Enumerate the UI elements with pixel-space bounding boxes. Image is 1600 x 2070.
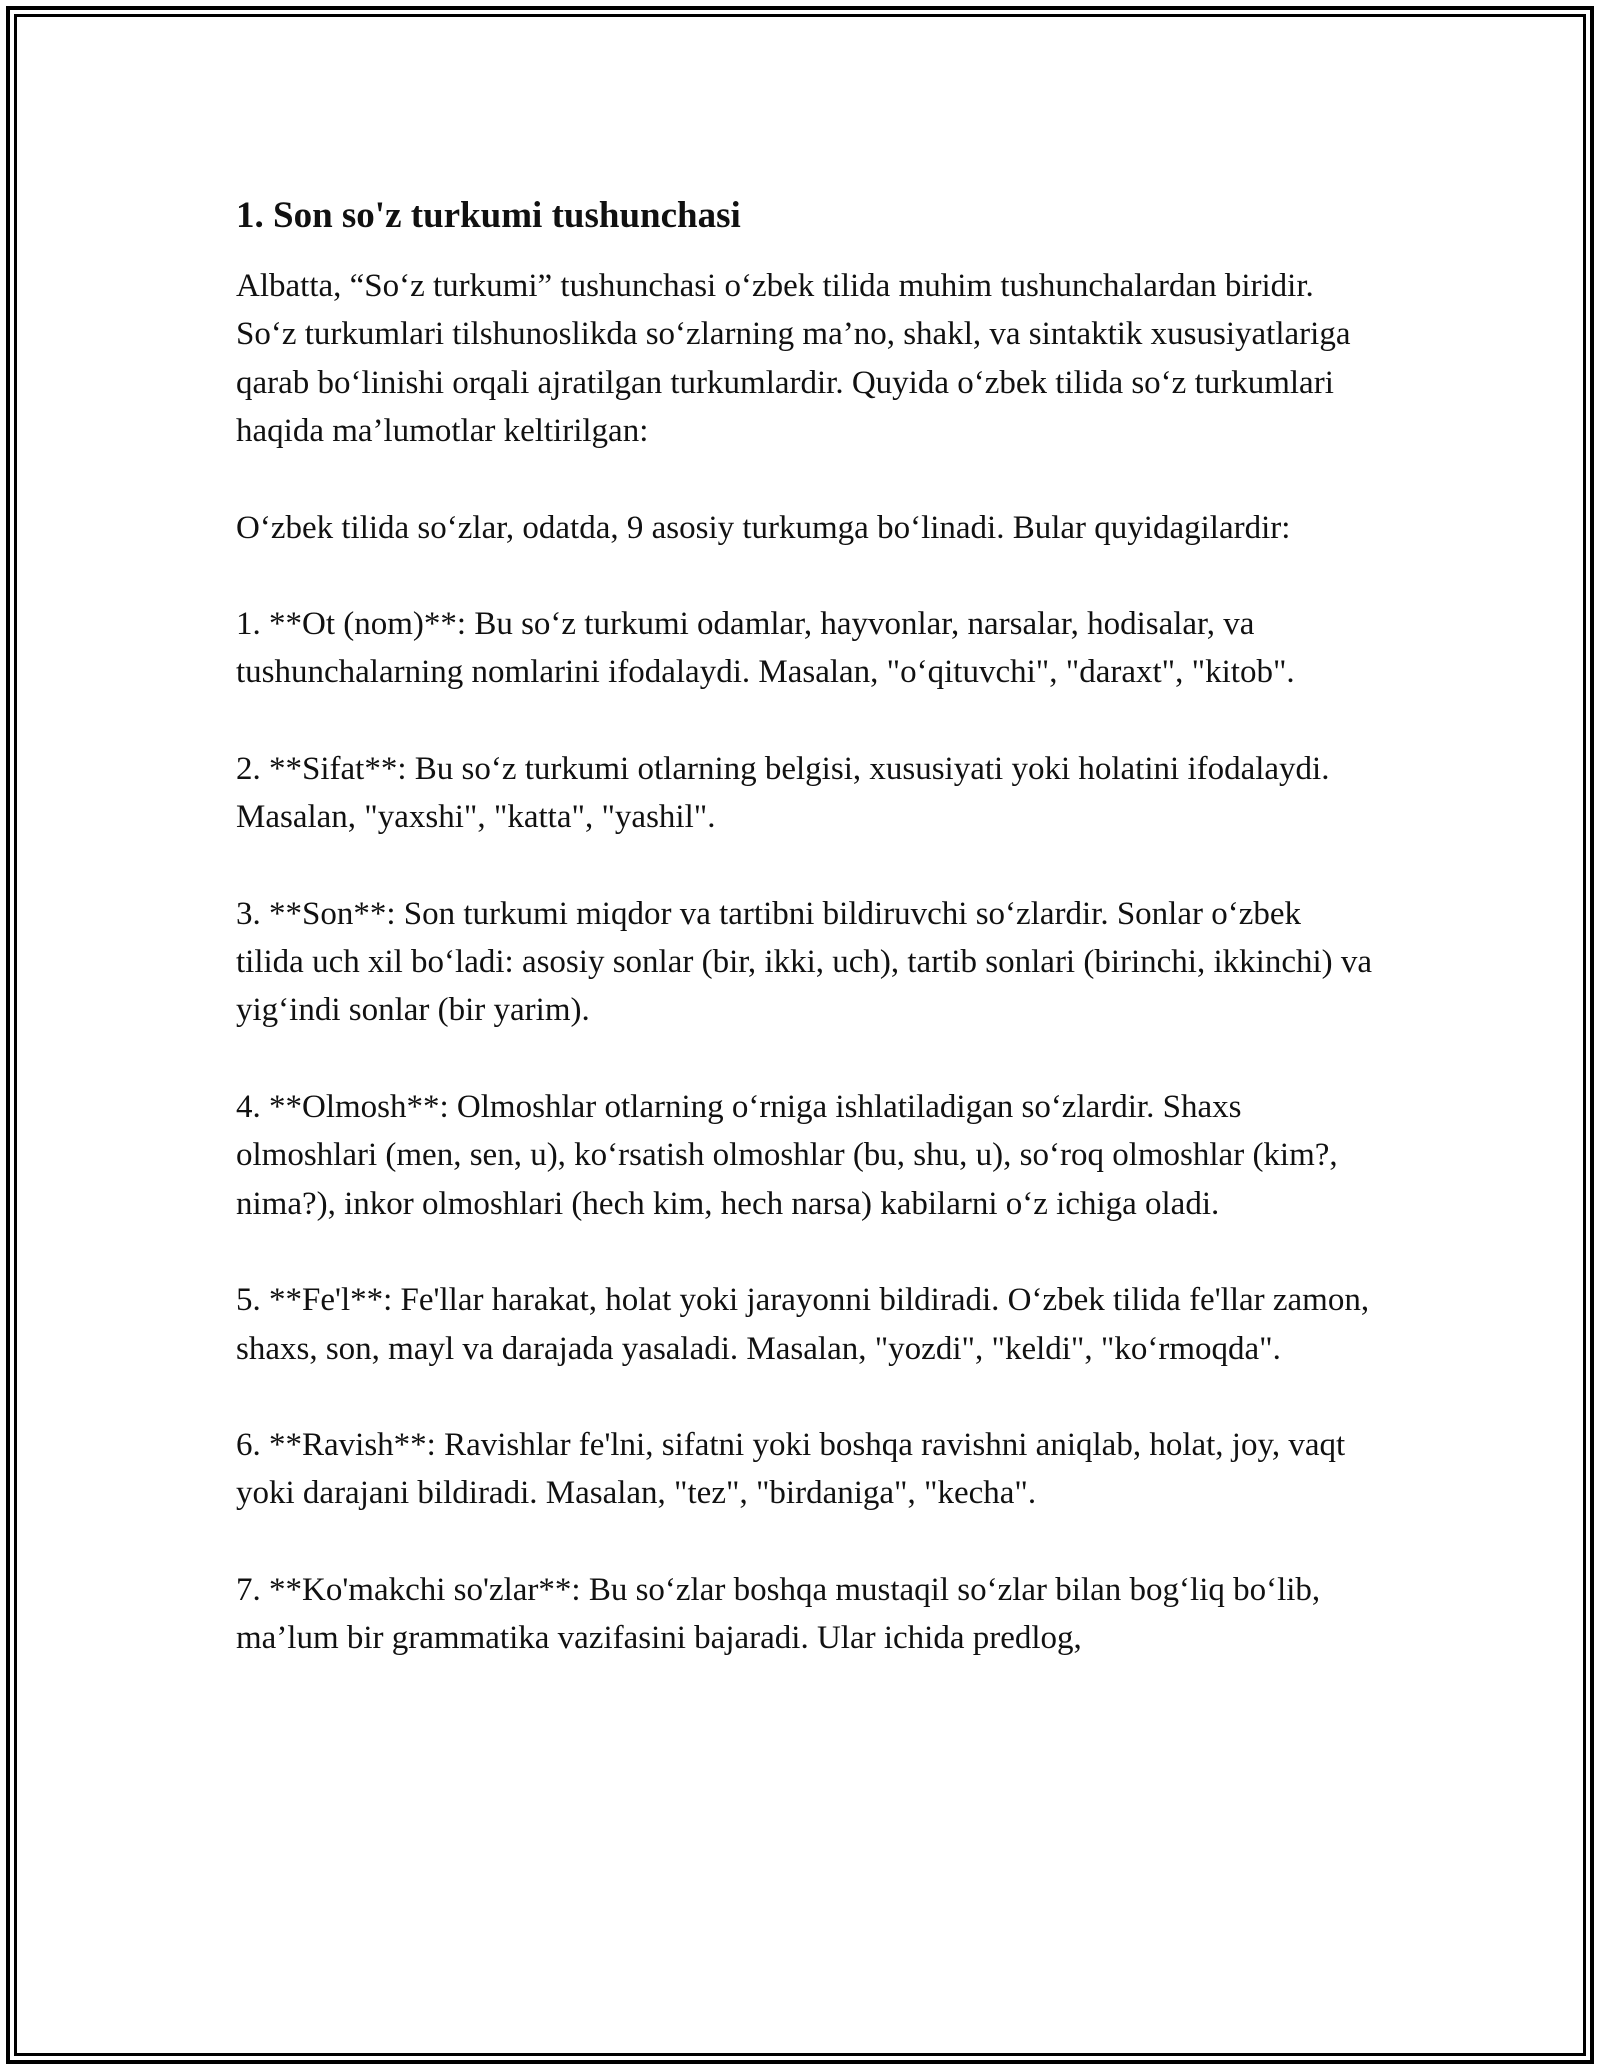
section-title: 1. Son so'z turkumi tushunchasi: [236, 195, 741, 236]
list-item-olmosh: 4. **Olmosh**: Olmoshlar otlarning o‘rniga ishlatiladigan so‘zlardir. Shaxs olmoshlari (men, sen, u), ko‘rsatish olmoshlar (bu, shu, u), so‘roq olmoshlar (kim?, nima?), inkor olmoshlari (hech kim, hech narsa) kabilarni o‘z ichiga oladi.: [236, 1088, 1338, 1222]
categories-intro-paragraph: O‘zbek tilida so‘zlar, odatda, 9 asosiy turkumga bo‘linadi. Bular quyidagilardir:: [236, 509, 1291, 546]
list-item-komakchi: 7. **Ko'makchi so'zlar**: Bu so‘zlar boshqa mustaqil so‘zlar bilan bog‘liq bo‘lib, ma’lum bir grammatika vazifasini bajaradi. Ular ichida predlog,: [236, 1571, 1321, 1657]
list-item-son: 3. **Son**: Son turkumi miqdor va tartibni bildiruvchi so‘zlardir. Sonlar o‘zbek tilida uch xil bo‘ladi: asosiy sonlar (bir, ikki, uch), tartib sonlari (birinchi, ikkinchi) va yig‘indi sonlar (bir yarim).: [236, 895, 1373, 1029]
intro-paragraph: Albatta, “So‘z turkumi” tushunchasi o‘zbek tilida muhim tushunchalardan biridir. So‘z turkumlari tilshunoslikda so‘zlarning ma’no, shakl, va sintaktik xususiyatlariga qarab bo‘linishi orqali ajratilgan turkumlardir. Quyida o‘zbek tilida so‘z turkumlari haqida ma’lumotlar keltirilgan:: [236, 268, 1351, 450]
document-body: [236, 188, 1376, 1663]
list-item-ravish: 6. **Ravish**: Ravishlar fe'lni, sifatni yoki boshqa ravishni aniqlab, holat, joy, vaqt yoki darajani bildiradi. Masalan, "tez", "birdaniga", "kecha".: [236, 1426, 1346, 1512]
list-item-fel: 5. **Fe'l**: Fe'llar harakat, holat yoki jarayonni bildiradi. O‘zbek tilida fe'llar zamon, shaxs, son, mayl va darajada yasaladi. Masalan, "yozdi", "keldi", "ko‘rmoqda".: [236, 1282, 1370, 1367]
list-item-sifat: 2. **Sifat**: Bu so‘z turkumi otlarning belgisi, xususiyati yoki holatini ifodalaydi. Masalan, "yaxshi", "katta", "yashil".: [236, 750, 1330, 836]
list-item-ot: 1. **Ot (nom)**: Bu so‘z turkumi odamlar, hayvonlar, narsalar, hodisalar, va tushunchalarning nomlarini ifodalaydi. Masalan, "o‘qituvchi", "daraxt", "kitob".: [236, 606, 1295, 691]
